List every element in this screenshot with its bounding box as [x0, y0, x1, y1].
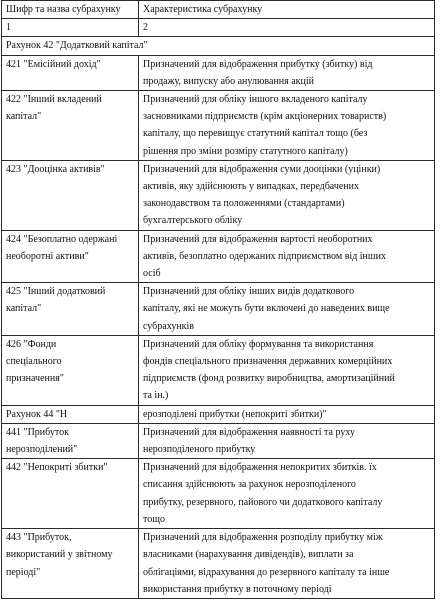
- cell-line: нерозподіленого прибутку: [143, 444, 256, 456]
- cell-line: 442 "Непокриті збитки": [6, 462, 108, 474]
- subaccount-description-cell: [139, 459, 435, 529]
- cell-line: капітал": [6, 111, 42, 123]
- table-header-row: [2, 1, 435, 19]
- subaccount-code-cell: [2, 335, 139, 405]
- subaccount-code-cell: [2, 160, 139, 230]
- section-heading-42: Рахунок 42 "Додатковий капітал": [2, 37, 435, 55]
- cell-line: капітал": [6, 303, 42, 315]
- table-row: [2, 160, 435, 230]
- cell-line: 423 "Дооцінка активів": [6, 163, 105, 175]
- subaccount-description-cell: [139, 335, 435, 405]
- section-heading-44-part2: ерозподілені прибутки (непокриті збитки)": [139, 405, 435, 423]
- cell-line: використання прибутку в поточному періоді: [143, 583, 332, 595]
- cell-line: рішення про зміни розміру статутного капіталу): [143, 145, 348, 157]
- subaccount-code-cell: [2, 55, 139, 90]
- cell-line: Призначений для обліку інших видів додаткового: [143, 286, 355, 298]
- subaccount-code-cell: [2, 283, 139, 336]
- cell-line: 425 "Інший додатковий: [6, 286, 106, 298]
- cell-line: Призначений для відображення наявності та руху: [143, 426, 355, 438]
- cell-line: осіб: [143, 268, 161, 280]
- cell-line: 426 "Фонди: [6, 338, 57, 350]
- cell-line: та ін.): [143, 390, 169, 402]
- cell-line: капіталу, що перевищує статутний капітал тощо (без: [143, 128, 368, 140]
- cell-line: необоротні активи": [6, 250, 89, 262]
- header-cell-description: Характеристика субрахунку: [139, 1, 435, 19]
- subaccount-table: [1, 0, 435, 599]
- subaccount-description-cell: [139, 283, 435, 336]
- cell-line: продажу, випуску або анулювання акцій: [143, 75, 315, 87]
- table-row: [2, 459, 435, 529]
- subaccount-description-cell: [139, 91, 435, 161]
- cell-line: періоді": [6, 566, 41, 578]
- subaccount-description-cell: [139, 160, 435, 230]
- subaccount-description-cell: [139, 55, 435, 90]
- cell-line: Призначений для відображення суми дооцінки (уцінки): [143, 163, 381, 175]
- subaccount-code-cell: [2, 230, 139, 283]
- cell-line: використаний у звітному: [6, 549, 113, 561]
- cell-line: нерозподілений": [6, 444, 78, 456]
- cell-line: Призначений для обліку формування та використання: [143, 338, 374, 350]
- cell-line: облігаціями, відрахування до резервного капіталу та інше: [143, 566, 390, 578]
- cell-line: субрахунків: [143, 320, 195, 332]
- table-row-section: [2, 405, 435, 423]
- table-row: [2, 55, 435, 90]
- cell-line: фондів спеціального призначення державних комерційних: [143, 356, 393, 368]
- section-heading-44-part1: Рахунок 44 "Н: [2, 405, 139, 423]
- cell-line: бухгалтерського обліку: [143, 215, 243, 227]
- cell-line: Призначений для відображення непокритих збитків. їх: [143, 462, 377, 474]
- table-row: [2, 529, 435, 599]
- cell-line: прибутку, резервного, пайового чи додаткового капіталу: [143, 496, 383, 508]
- cell-line: власниками (нарахування дивідендів), виплати за: [143, 549, 354, 561]
- column-number-2: 2: [139, 19, 435, 37]
- cell-line: Призначений для відображення прибутку (збитку) від: [143, 58, 373, 70]
- cell-line: спеціального: [6, 356, 62, 368]
- subaccount-description-cell: [139, 423, 435, 458]
- cell-line: засновниками підприємств (крім акціонерних товариств): [143, 111, 387, 123]
- table-row-section: [2, 37, 435, 55]
- cell-line: тощо: [143, 513, 165, 525]
- table-row: [2, 335, 435, 405]
- subaccount-code-cell: [2, 529, 139, 599]
- subaccount-code-cell: [2, 423, 139, 458]
- cell-line: 424 "Безоплатно одержані: [6, 233, 118, 245]
- header-cell-code-name: Шифр та назва субрахунку: [2, 1, 139, 19]
- cell-line: Призначений для обліку іншого вкладеного капіталу: [143, 94, 368, 106]
- cell-line: Призначений для відображення розподілу прибутку між: [143, 532, 383, 544]
- subaccount-description-cell: [139, 529, 435, 599]
- cell-line: активів, безоплатно одержаних підприємством від інших: [143, 250, 386, 262]
- cell-line: капіталу, які не можуть бути включені до наведених вище: [143, 303, 390, 315]
- cell-line: списання здійснюють за рахунок нерозподіленого: [143, 479, 356, 491]
- cell-line: законодавством та положеннями (стандартами): [143, 198, 345, 210]
- cell-line: призначення": [6, 373, 64, 385]
- table-row: [2, 230, 435, 283]
- cell-line: підприємств (фонд розвитку виробництва, амортизаційний: [143, 373, 395, 385]
- cell-line: 443 "Прибуток,: [6, 532, 72, 544]
- table-row: [2, 91, 435, 161]
- cell-line: активів, яку здійснюють у випадках, передбачених: [143, 181, 360, 193]
- cell-line: Призначений для відображення вартості необоротних: [143, 233, 373, 245]
- table-row: [2, 283, 435, 336]
- cell-line: 441 "Прибуток: [6, 426, 69, 438]
- subaccount-code-cell: [2, 91, 139, 161]
- subaccount-code-cell: [2, 459, 139, 529]
- table-row: [2, 423, 435, 458]
- column-number-1: 1: [2, 19, 139, 37]
- cell-line: 421 "Емісійний дохід": [6, 58, 101, 70]
- cell-line: 422 "Інший вкладений: [6, 94, 102, 106]
- table-column-number-row: [2, 19, 435, 37]
- subaccount-description-cell: [139, 230, 435, 283]
